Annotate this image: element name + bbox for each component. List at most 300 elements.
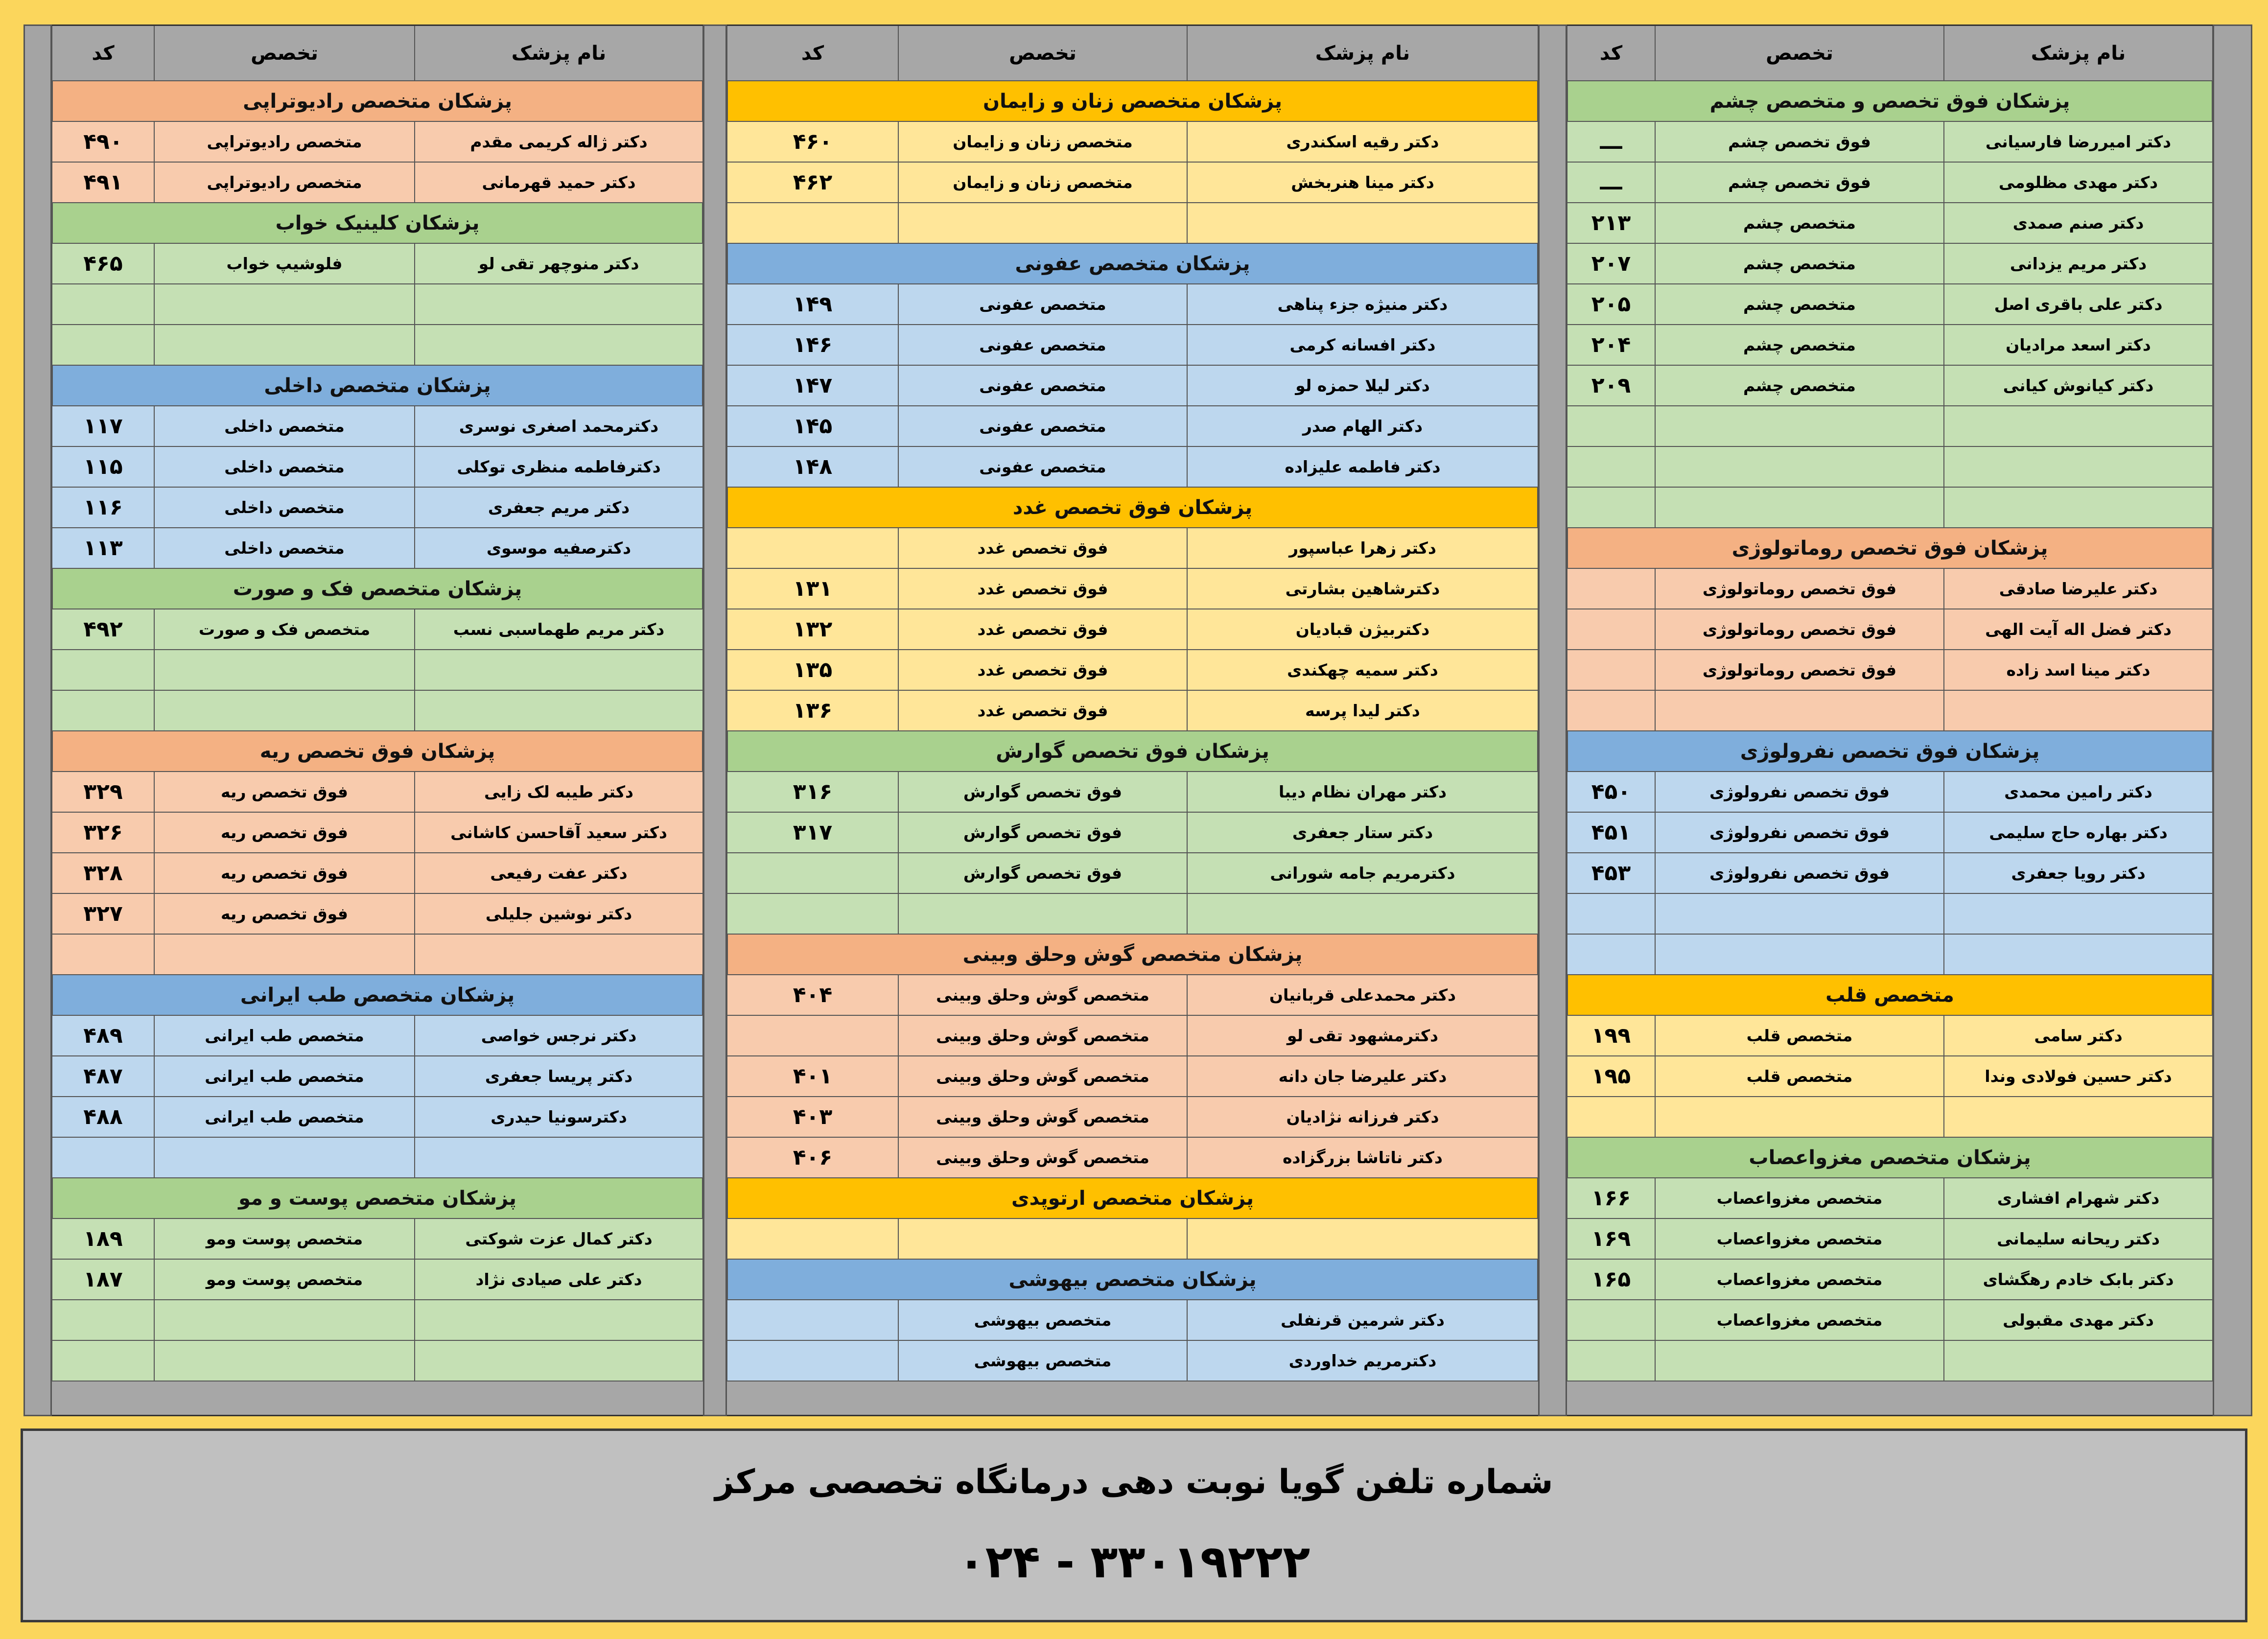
doctor-specialty: فوق تخصص گوارش	[898, 813, 1187, 853]
doctor-name: دکتر مریم یزدانی	[1944, 244, 2213, 284]
doctor-specialty: متخصص عفونی	[898, 447, 1187, 488]
doctor-table-left	[52, 24, 703, 1381]
section-title-row	[727, 935, 1538, 975]
doctor-code: ۴۹۲	[52, 609, 154, 650]
doctor-name: دکتر امیررضا فارسیانی	[1944, 122, 2213, 163]
table-row	[1567, 569, 2213, 609]
section-title-row	[1567, 81, 2213, 122]
doctor-name: دکتر طیبه لک زایی	[415, 772, 703, 813]
doctor-name: دکتر اسعد مرادیان	[1944, 325, 2213, 366]
table-row	[727, 609, 1538, 650]
doctor-code: ۳۲۶	[52, 813, 154, 853]
doctor-name: دکتر الهام صدر	[1187, 406, 1538, 447]
doctor-name: دکتر شهرام افشاری	[1944, 1178, 2213, 1219]
doctor-specialty: فوق تخصص غدد	[898, 609, 1187, 650]
table-row	[52, 528, 703, 569]
table-row	[727, 1341, 1538, 1381]
section-title-row	[1567, 975, 2213, 1016]
doctor-code: ۲۰۹	[1567, 366, 1655, 406]
doctor-name: دکتر کمال عزت شوکتی	[415, 1219, 703, 1260]
doctor-code	[52, 935, 154, 975]
doctor-specialty: متخصص گوش وحلق وبینی	[898, 1056, 1187, 1097]
table-row	[52, 1300, 703, 1341]
section-title-row	[52, 366, 703, 406]
section-title: پزشکان متخصص گوش وحلق وبینی	[727, 935, 1538, 975]
doctor-specialty	[1655, 488, 1944, 528]
header-specialty: تخصص	[898, 26, 1187, 81]
doctor-name: دکتر منیژه جزء پناهی	[1187, 284, 1538, 325]
table-row	[52, 244, 703, 284]
table-row	[1567, 203, 2213, 244]
doctor-code	[1567, 406, 1655, 447]
footer-phone-box	[21, 1428, 2247, 1622]
section-title: پزشکان متخصص بیهوشی	[727, 1260, 1538, 1300]
doctor-name: دکتر رقیه اسکندری	[1187, 122, 1538, 163]
doctor-specialty: فوق تخصص غدد	[898, 691, 1187, 731]
table-row	[52, 894, 703, 935]
doctor-specialty: متخصص طب ایرانی	[154, 1097, 415, 1138]
doctor-name	[415, 1341, 703, 1381]
doctor-specialty: متخصص داخلی	[154, 488, 415, 528]
doctor-name	[415, 325, 703, 366]
doctor-code	[1567, 1341, 1655, 1381]
section-title-row	[52, 81, 703, 122]
doctor-name: دکتر مینا هنربخش	[1187, 163, 1538, 203]
doctor-name: دکتر سامی	[1944, 1016, 2213, 1056]
doctor-code: ۳۱۷	[727, 813, 898, 853]
doctor-specialty: فوق تخصص غدد	[898, 569, 1187, 609]
table-row	[727, 1056, 1538, 1097]
doctor-name	[415, 284, 703, 325]
table-row	[727, 163, 1538, 203]
section-title: پزشکان متخصص طب ایرانی	[52, 975, 703, 1016]
doctor-name: دکترمشهود تقی لو	[1187, 1016, 1538, 1056]
doctor-name: دکتر مریم طهماسبی نسب	[415, 609, 703, 650]
doctor-code: ۲۱۳	[1567, 203, 1655, 244]
doctor-code: ۱۴۶	[727, 325, 898, 366]
doctor-code	[52, 1341, 154, 1381]
doctor-specialty	[898, 894, 1187, 935]
table-row	[52, 1056, 703, 1097]
doctor-specialty: متخصص گوش وحلق وبینی	[898, 975, 1187, 1016]
header-code: کد	[52, 26, 154, 81]
doctor-code	[727, 894, 898, 935]
doctor-name	[415, 1138, 703, 1178]
doctor-specialty: فوق تخصص ریه	[154, 772, 415, 813]
doctor-name: دکتر سعید آقاحسن کاشانی	[415, 813, 703, 853]
doctor-specialty: متخصص رادیوتراپی	[154, 163, 415, 203]
doctor-code: ۱۱۷	[52, 406, 154, 447]
table-row	[52, 609, 703, 650]
table-row	[727, 853, 1538, 894]
doctor-specialty: متخصص گوش وحلق وبینی	[898, 1138, 1187, 1178]
table-row	[52, 691, 703, 731]
doctor-name	[415, 691, 703, 731]
table-header-row	[1567, 26, 2213, 81]
doctor-specialty	[1655, 447, 1944, 488]
doctor-specialty	[154, 284, 415, 325]
doctor-code: ۴۵۰	[1567, 772, 1655, 813]
table-row	[52, 447, 703, 488]
doctor-code: ۱۳۱	[727, 569, 898, 609]
section-title: پزشکان فوق تخصص ریه	[52, 731, 703, 772]
separator-bar	[23, 24, 52, 1416]
section-title-row	[1567, 1138, 2213, 1178]
table-row	[52, 1138, 703, 1178]
separator-bar	[1538, 24, 1567, 1416]
table-row	[727, 406, 1538, 447]
table-row	[727, 122, 1538, 163]
table-row	[1567, 853, 2213, 894]
doctor-code	[52, 284, 154, 325]
doctor-specialty: متخصص زنان و زایمان	[898, 122, 1187, 163]
doctor-name: دکتر نرجس خواصی	[415, 1016, 703, 1056]
doctor-specialty: متخصص مغزواعصاب	[1655, 1178, 1944, 1219]
doctor-name: دکترشاهین بشارتی	[1187, 569, 1538, 609]
doctor-code: ۳۲۸	[52, 853, 154, 894]
table-row	[52, 1016, 703, 1056]
doctor-specialty: فوق تخصص گوارش	[898, 772, 1187, 813]
doctor-name: دکتر مهران نظام دیبا	[1187, 772, 1538, 813]
table-row	[1567, 1178, 2213, 1219]
doctor-specialty: متخصص عفونی	[898, 325, 1187, 366]
doctor-specialty: متخصص زنان و زایمان	[898, 163, 1187, 203]
table-row	[1567, 1219, 2213, 1260]
table-row	[1567, 1097, 2213, 1138]
table-row	[1567, 122, 2213, 163]
table-row	[1567, 1016, 2213, 1056]
table-row	[727, 366, 1538, 406]
table-row	[1567, 691, 2213, 731]
doctor-code	[1567, 569, 1655, 609]
doctor-specialty: فوق تخصص نفرولوژی	[1655, 853, 1944, 894]
doctor-name	[1944, 935, 2213, 975]
doctor-code: ۱۳۶	[727, 691, 898, 731]
doctor-name: دکترمریم خداوردی	[1187, 1341, 1538, 1381]
table-row	[1567, 325, 2213, 366]
doctor-name: دکتر صنم صمدی	[1944, 203, 2213, 244]
doctor-specialty: فوق تخصص روماتولوژی	[1655, 650, 1944, 691]
doctor-name: دکتر زهرا عباسپور	[1187, 528, 1538, 569]
doctor-code	[52, 325, 154, 366]
section-title-row	[727, 81, 1538, 122]
table-row	[1567, 772, 2213, 813]
doctor-name: دکتر رویا جعفری	[1944, 853, 2213, 894]
table-row	[1567, 1260, 2213, 1300]
table-row	[52, 935, 703, 975]
doctor-name	[1944, 1097, 2213, 1138]
section-title: پزشکان متخصص رادیوتراپی	[52, 81, 703, 122]
table-row	[52, 813, 703, 853]
doctor-code: ۴۰۳	[727, 1097, 898, 1138]
table-row	[52, 1219, 703, 1260]
doctor-code	[1567, 1097, 1655, 1138]
doctor-specialty: فوق تخصص چشم	[1655, 122, 1944, 163]
doctor-specialty: متخصص فک و صورت	[154, 609, 415, 650]
table-row	[1567, 1300, 2213, 1341]
table-row	[52, 406, 703, 447]
section-title-row	[727, 1260, 1538, 1300]
doctor-specialty	[1655, 935, 1944, 975]
doctor-code: ۴۶۲	[727, 163, 898, 203]
section-title-row	[727, 488, 1538, 528]
table-row	[1567, 1056, 2213, 1097]
doctor-name	[1944, 406, 2213, 447]
doctor-name: دکتر حسین فولادی وندا	[1944, 1056, 2213, 1097]
table-row	[1567, 366, 2213, 406]
doctor-specialty: فوق تخصص نفرولوژی	[1655, 813, 1944, 853]
doctor-code: ۱۹۹	[1567, 1016, 1655, 1056]
doctor-name: دکتر علیرضا صادقی	[1944, 569, 2213, 609]
doctor-specialty	[154, 691, 415, 731]
doctor-specialty	[154, 1138, 415, 1178]
table-row	[727, 325, 1538, 366]
table-row	[727, 691, 1538, 731]
doctor-name	[1187, 203, 1538, 244]
doctor-specialty: متخصص گوش وحلق وبینی	[898, 1097, 1187, 1138]
doctor-code: ۲۰۴	[1567, 325, 1655, 366]
doctor-name: دکتر علی باقری اصل	[1944, 284, 2213, 325]
footer-title: شماره تلفن گویا نوبت دهی درمانگاه تخصصی مرکز	[715, 1463, 1553, 1501]
header-specialty: تخصص	[154, 26, 415, 81]
doctor-name: دکتر ناتاشا بزرگزاده	[1187, 1138, 1538, 1178]
doctor-code: ۱۴۷	[727, 366, 898, 406]
doctor-specialty: متخصص مغزواعصاب	[1655, 1300, 1944, 1341]
doctor-name: دکتر لیدا پرسه	[1187, 691, 1538, 731]
doctor-specialty	[1655, 406, 1944, 447]
doctor-specialty: متخصص رادیوتراپی	[154, 122, 415, 163]
doctor-code	[727, 528, 898, 569]
doctor-specialty: متخصص بیهوشی	[898, 1341, 1187, 1381]
header-name: نام پزشک	[415, 26, 703, 81]
doctor-code: ۱۴۸	[727, 447, 898, 488]
doctor-code: ۴۸۷	[52, 1056, 154, 1097]
doctor-specialty: فوق تخصص روماتولوژی	[1655, 569, 1944, 609]
doctor-specialty: متخصص عفونی	[898, 366, 1187, 406]
doctor-code: ـــ	[1567, 163, 1655, 203]
doctor-specialty: فلوشیپ خواب	[154, 244, 415, 284]
doctor-specialty	[898, 203, 1187, 244]
section-title-row	[727, 1178, 1538, 1219]
doctor-name	[1944, 691, 2213, 731]
table-row	[727, 1016, 1538, 1056]
table-row	[52, 325, 703, 366]
table-row	[727, 203, 1538, 244]
doctor-code: ۳۱۶	[727, 772, 898, 813]
doctor-code	[727, 1016, 898, 1056]
doctor-specialty: متخصص چشم	[1655, 244, 1944, 284]
doctor-code: ۱۸۹	[52, 1219, 154, 1260]
table-row	[52, 122, 703, 163]
header-specialty: تخصص	[1655, 26, 1944, 81]
doctor-code: ۱۱۳	[52, 528, 154, 569]
section-title-row	[52, 975, 703, 1016]
table-row	[727, 772, 1538, 813]
doctor-specialty	[1655, 1097, 1944, 1138]
doctor-code: ـــ	[1567, 122, 1655, 163]
doctor-code: ۱۹۵	[1567, 1056, 1655, 1097]
doctor-name: دکتر نوشین جلیلی	[415, 894, 703, 935]
doctor-code: ۱۶۶	[1567, 1178, 1655, 1219]
doctor-code	[1567, 1300, 1655, 1341]
table-row	[1567, 488, 2213, 528]
doctor-code	[52, 1300, 154, 1341]
doctor-name: دکتر شرمین قرنفلی	[1187, 1300, 1538, 1341]
doctor-table-right	[1567, 24, 2213, 1381]
doctor-name: دکتر مهدی مظلومی	[1944, 163, 2213, 203]
doctor-specialty: متخصص بیهوشی	[898, 1300, 1187, 1341]
doctor-name: دکترفاطمه منظری توکلی	[415, 447, 703, 488]
section-title: متخصص قلب	[1567, 975, 2213, 1016]
doctor-name: دکتر ستار جعفری	[1187, 813, 1538, 853]
table-row	[727, 1300, 1538, 1341]
doctor-name: دکترمریم جامه شورانی	[1187, 853, 1538, 894]
table-row	[1567, 894, 2213, 935]
section-title: پزشکان کلینیک خواب	[52, 203, 703, 244]
header-name: نام پزشک	[1187, 26, 1538, 81]
doctor-specialty: فوق تخصص غدد	[898, 528, 1187, 569]
doctor-code: ۱۱۶	[52, 488, 154, 528]
doctor-code	[52, 691, 154, 731]
doctor-specialty	[898, 1219, 1187, 1260]
doctor-code: ۲۰۷	[1567, 244, 1655, 284]
table-row	[52, 853, 703, 894]
doctor-specialty: فوق تخصص گوارش	[898, 853, 1187, 894]
doctor-specialty: متخصص مغزواعصاب	[1655, 1260, 1944, 1300]
table-row	[52, 1260, 703, 1300]
table-row	[727, 528, 1538, 569]
table-row	[52, 163, 703, 203]
doctor-specialty: متخصص داخلی	[154, 528, 415, 569]
doctor-specialty: متخصص عفونی	[898, 406, 1187, 447]
doctor-specialty: متخصص چشم	[1655, 203, 1944, 244]
doctor-specialty: فوق تخصص چشم	[1655, 163, 1944, 203]
doctor-code	[727, 1300, 898, 1341]
section-title-row	[52, 731, 703, 772]
doctor-code: ۴۰۴	[727, 975, 898, 1016]
doctor-code	[1567, 650, 1655, 691]
doctor-code: ۴۵۱	[1567, 813, 1655, 853]
doctor-code: ۱۴۵	[727, 406, 898, 447]
table-row	[727, 447, 1538, 488]
doctor-name: دکتر فضل اله آیت الهی	[1944, 609, 2213, 650]
doctor-code	[727, 853, 898, 894]
table-row	[727, 284, 1538, 325]
table-header-row	[727, 26, 1538, 81]
section-title-row	[1567, 731, 2213, 772]
doctor-code: ۴۶۵	[52, 244, 154, 284]
section-title-row	[52, 203, 703, 244]
section-title-row	[727, 244, 1538, 284]
doctor-code	[1567, 894, 1655, 935]
table-row	[1567, 284, 2213, 325]
doctor-code: ۱۳۵	[727, 650, 898, 691]
table-row	[727, 894, 1538, 935]
table-row	[1567, 447, 2213, 488]
doctor-code: ۴۰۱	[727, 1056, 898, 1097]
table-row	[1567, 1341, 2213, 1381]
doctor-name: دکتر مهدی مقبولی	[1944, 1300, 2213, 1341]
table-row	[52, 488, 703, 528]
doctor-name: دکتر مینا اسد زاده	[1944, 650, 2213, 691]
doctor-table-middle	[727, 24, 1538, 1381]
doctor-name: دکتر رامین محمدی	[1944, 772, 2213, 813]
doctor-name	[415, 650, 703, 691]
table-row	[52, 772, 703, 813]
doctor-name: دکتر فاطمه علیزاده	[1187, 447, 1538, 488]
doctor-specialty: متخصص پوست ومو	[154, 1260, 415, 1300]
table-row	[52, 650, 703, 691]
doctor-code: ۴۶۰	[727, 122, 898, 163]
doctor-name	[1187, 894, 1538, 935]
doctor-specialty	[154, 1300, 415, 1341]
doctor-code	[1567, 488, 1655, 528]
doctor-specialty: متخصص قلب	[1655, 1016, 1944, 1056]
doctor-code: ۲۰۵	[1567, 284, 1655, 325]
doctor-name: دکتر علی صیادی نژاد	[415, 1260, 703, 1300]
doctor-specialty: فوق تخصص ریه	[154, 813, 415, 853]
doctor-specialty: فوق تخصص غدد	[898, 650, 1187, 691]
table-row	[52, 284, 703, 325]
doctor-name: دکتر فرزانه نژادیان	[1187, 1097, 1538, 1138]
table-row	[1567, 650, 2213, 691]
table-row	[52, 1341, 703, 1381]
section-title-row	[52, 569, 703, 609]
doctor-name: دکتر منوچهر تقی لو	[415, 244, 703, 284]
doctor-specialty: متخصص عفونی	[898, 284, 1187, 325]
table-row	[727, 650, 1538, 691]
doctor-specialty: متخصص داخلی	[154, 406, 415, 447]
doctor-specialty	[1655, 691, 1944, 731]
section-title: پزشکان متخصص مغزواعصاب	[1567, 1138, 2213, 1178]
doctor-code: ۴۹۱	[52, 163, 154, 203]
doctor-specialty: متخصص چشم	[1655, 325, 1944, 366]
doctor-name	[415, 1300, 703, 1341]
doctor-name	[1944, 1341, 2213, 1381]
doctor-code: ۱۳۲	[727, 609, 898, 650]
doctor-name: دکتربیژن قبادیان	[1187, 609, 1538, 650]
doctor-code: ۴۹۰	[52, 122, 154, 163]
table-row	[1567, 813, 2213, 853]
doctor-code	[727, 1219, 898, 1260]
doctor-code: ۴۸۹	[52, 1016, 154, 1056]
doctor-code	[727, 1341, 898, 1381]
doctor-name: دکتر مریم جعفری	[415, 488, 703, 528]
section-title: پزشکان متخصص زنان و زایمان	[727, 81, 1538, 122]
doctor-name: دکتر بابک خادم رهگشای	[1944, 1260, 2213, 1300]
section-title: پزشکان متخصص عفونی	[727, 244, 1538, 284]
doctor-code: ۳۲۹	[52, 772, 154, 813]
doctor-code	[52, 1138, 154, 1178]
doctor-name	[1944, 488, 2213, 528]
doctor-specialty	[1655, 894, 1944, 935]
section-title: پزشکان متخصص پوست و مو	[52, 1178, 703, 1219]
doctor-specialty: فوق تخصص نفرولوژی	[1655, 772, 1944, 813]
doctor-code	[1567, 691, 1655, 731]
table-row	[1567, 406, 2213, 447]
doctor-specialty	[154, 325, 415, 366]
doctor-specialty: متخصص طب ایرانی	[154, 1056, 415, 1097]
doctor-code: ۱۶۹	[1567, 1219, 1655, 1260]
header-name: نام پزشک	[1944, 26, 2213, 81]
doctor-specialty: فوق تخصص روماتولوژی	[1655, 609, 1944, 650]
section-title: پزشکان فوق تخصص نفرولوژی	[1567, 731, 2213, 772]
doctor-name: دکتر افسانه کرمی	[1187, 325, 1538, 366]
doctor-name	[1944, 894, 2213, 935]
doctor-specialty	[154, 650, 415, 691]
doctor-code: ۴۵۳	[1567, 853, 1655, 894]
table-row	[1567, 163, 2213, 203]
